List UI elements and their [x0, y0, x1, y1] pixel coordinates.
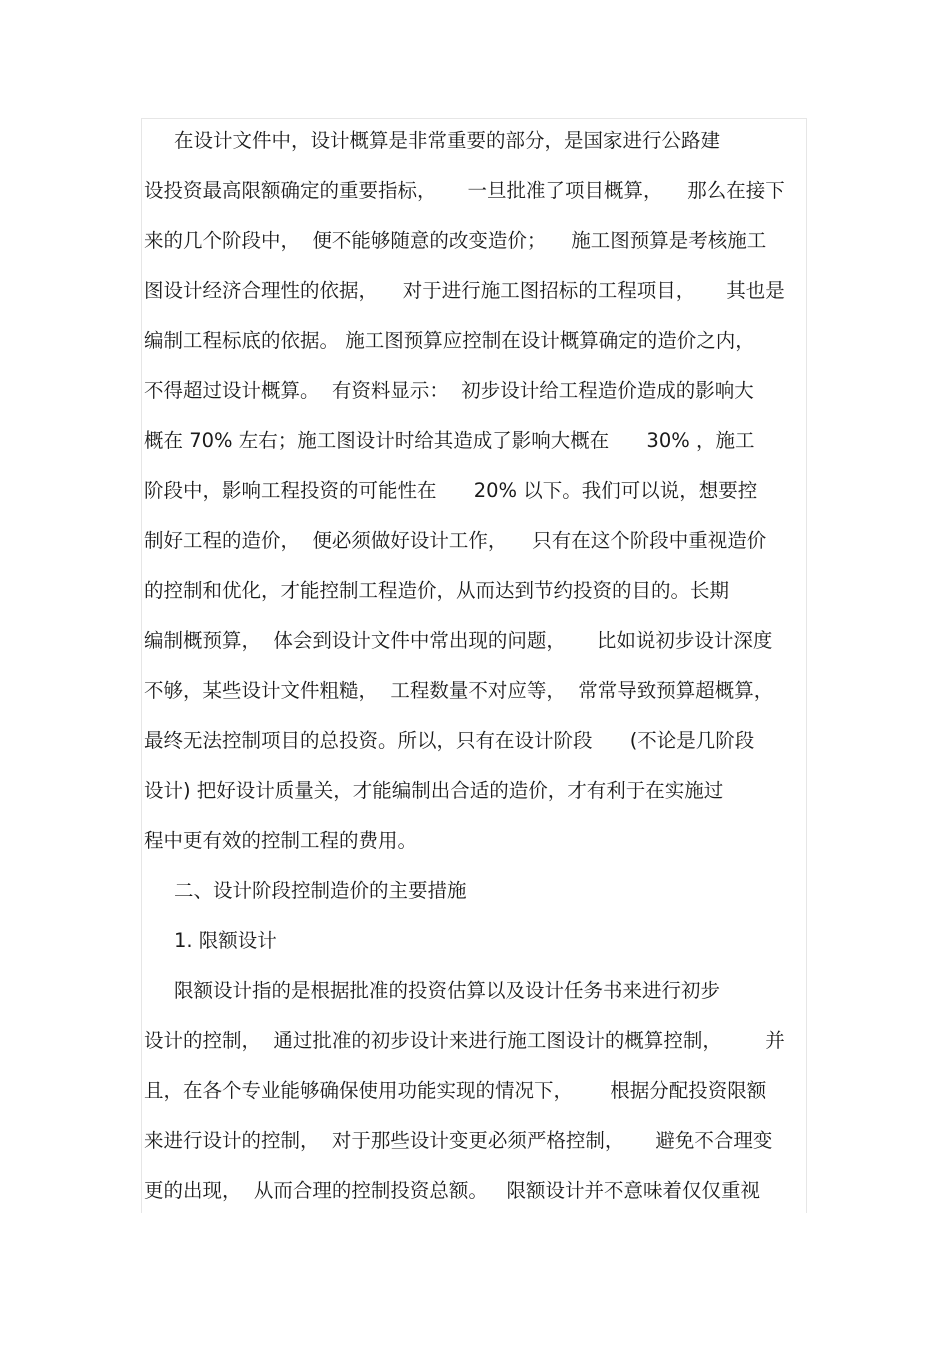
paragraph-2-line-1: 限额设计指的是根据批准的投资估算以及设计任务书来进行初步: [174, 979, 721, 1002]
paragraph-1-line-15: 程中更有效的控制工程的费用。: [144, 829, 418, 852]
page-frame-right-border: [806, 118, 807, 1213]
paragraph-2-line-5: 更的出现， 从而合理的控制投资总额。 限额设计并不意味着仅仅重视: [144, 1179, 760, 1202]
section-heading: 二、设计阶段控制造价的主要措施: [174, 879, 467, 902]
page-frame-left-border: [141, 118, 142, 1213]
paragraph-2-line-4: 来进行设计的控制， 对于那些设计变更必须严格控制， 避免不合理变: [144, 1129, 773, 1152]
page-frame-top-border: [141, 118, 807, 119]
paragraph-1-line-2: 设投资最高限额确定的重要指标， 一旦批准了项目概算， 那么在接下: [144, 179, 785, 202]
paragraph-1-line-4: 图设计经济合理性的依据， 对于进行施工图招标的工程项目， 其也是: [144, 279, 785, 302]
paragraph-1-line-1: 在设计文件中，设计概算是非常重要的部分，是国家进行公路建: [174, 129, 721, 152]
paragraph-1-line-7: 概在 70% 左右；施工图设计时给其造成了影响大概在 30% ，施工: [144, 429, 755, 452]
paragraph-1-line-12: 不够，某些设计文件粗糙， 工程数量不对应等， 常常导致预算超概算，: [144, 679, 774, 702]
paragraph-1-line-8: 阶段中，影响工程投资的可能性在 20% 以下。我们可以说，想要控: [144, 479, 758, 502]
paragraph-2-line-3: 且，在各个专业能够确保使用功能实现的情况下， 根据分配投资限额: [144, 1079, 767, 1102]
paragraph-1-line-6: 不得超过设计概算。 有资料显示： 初步设计给工程造价造成的影响大: [144, 379, 754, 402]
paragraph-1-line-9: 制好工程的造价， 便必须做好设计工作， 只有在这个阶段中重视造价: [144, 529, 767, 552]
paragraph-1-line-13: 最终无法控制项目的总投资。所以，只有在设计阶段 (不论是几阶段: [144, 729, 755, 752]
paragraph-1-line-11: 编制概预算， 体会到设计文件中常出现的问题， 比如说初步设计深度: [144, 629, 773, 652]
paragraph-2-line-2: 设计的控制， 通过批准的初步设计来进行施工图设计的概算控制， 并: [144, 1029, 785, 1052]
paragraph-1-line-5: 编制工程标底的依据。 施工图预算应控制在设计概算确定的造价之内，: [144, 329, 755, 352]
paragraph-1-line-10: 的控制和优化，才能控制工程造价，从而达到节约投资的目的。长期: [144, 579, 730, 602]
paragraph-1-line-3: 来的几个阶段中， 便不能够随意的改变造价； 施工图预算是考核施工: [144, 229, 767, 252]
paragraph-1-line-14: 设计) 把好设计质量关，才能编制出合适的造价，才有利于在实施过: [144, 779, 724, 802]
subsection-heading: 1. 限额设计: [174, 929, 277, 952]
